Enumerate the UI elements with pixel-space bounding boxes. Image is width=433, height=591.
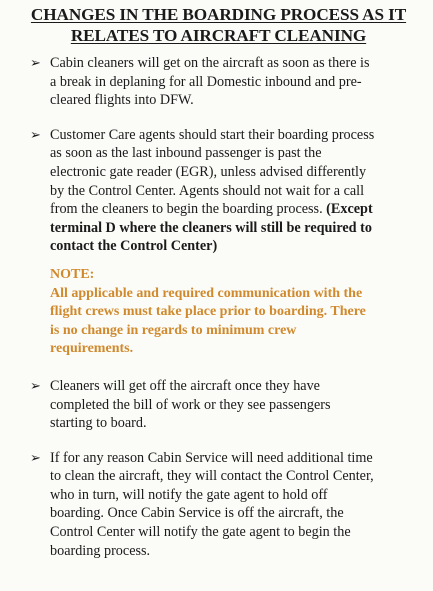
bullet-line: boarding process. bbox=[50, 542, 151, 559]
bullet-line: by the Control Center. Agents should not wait for a call bbox=[50, 182, 365, 199]
arrow-bullet-icon: ➢ bbox=[30, 449, 41, 465]
bullet-line: cleared flights into DFW. bbox=[50, 92, 194, 109]
bullet-line: who in turn, will notify the gate agent to hold off bbox=[50, 486, 328, 503]
note-line: flight crews must take place prior to boarding. There bbox=[50, 304, 366, 320]
bullet-line: as soon as the last inbound passenger is past the bbox=[50, 145, 322, 162]
bullet-line: a break in deplaning for all Domestic inbound and pre- bbox=[50, 73, 362, 90]
bullet-line: to clean the aircraft, they will contact the Control Center, bbox=[50, 468, 374, 485]
note-line: is no change in regards to minimum crew bbox=[50, 322, 297, 338]
bullet-item-cleaners-get-on bbox=[12, 54, 425, 110]
arrow-bullet-icon: ➢ bbox=[30, 55, 41, 70]
bullet-line: starting to board. bbox=[50, 415, 147, 432]
arrow-bullet-icon: ➢ bbox=[30, 377, 41, 393]
bullet-line: completed the bill of work or they see passengers bbox=[50, 396, 331, 413]
document-title bbox=[12, 4, 425, 46]
bullet-line: Cleaners will get off the aircraft once they have bbox=[50, 377, 320, 394]
bullet-line: If for any reason Cabin Service will need additional time bbox=[50, 449, 373, 466]
exception-start: (Except bbox=[326, 201, 373, 218]
note-block bbox=[12, 266, 425, 359]
note-heading: NOTE: bbox=[50, 266, 95, 282]
note-line: All applicable and required communication with the bbox=[50, 285, 363, 301]
bullet-line bbox=[50, 200, 425, 219]
bullet-line-text: from the cleaners to begin the boarding process. bbox=[50, 201, 323, 218]
bullet-item-additional-time bbox=[12, 449, 425, 561]
exception-line: contact the Control Center) bbox=[50, 238, 218, 255]
bullet-item-cleaners-get-off bbox=[12, 377, 425, 433]
note-line: requirements. bbox=[50, 341, 134, 357]
bullet-line: boarding. Once Cabin Service is off the aircraft, the bbox=[50, 505, 344, 522]
title-line-2: RELATES TO AIRCRAFT CLEANING bbox=[70, 26, 367, 45]
exception-line: terminal D where the cleaners will still be required to bbox=[50, 219, 372, 236]
title-line-1: CHANGES IN THE BOARDING PROCESS AS IT bbox=[30, 5, 407, 24]
bullet-line: Control Center will notify the gate agent to begin the bbox=[50, 524, 351, 541]
bullet-line: electronic gate reader (EGR), unless advised differently bbox=[50, 163, 367, 180]
bullet-line: Customer Care agents should start their boarding process bbox=[50, 126, 375, 143]
bullet-item-agents-start-boarding bbox=[12, 126, 425, 256]
bullet-line: Cabin cleaners will get on the aircraft as soon as there is bbox=[50, 55, 370, 71]
arrow-bullet-icon: ➢ bbox=[30, 126, 41, 142]
